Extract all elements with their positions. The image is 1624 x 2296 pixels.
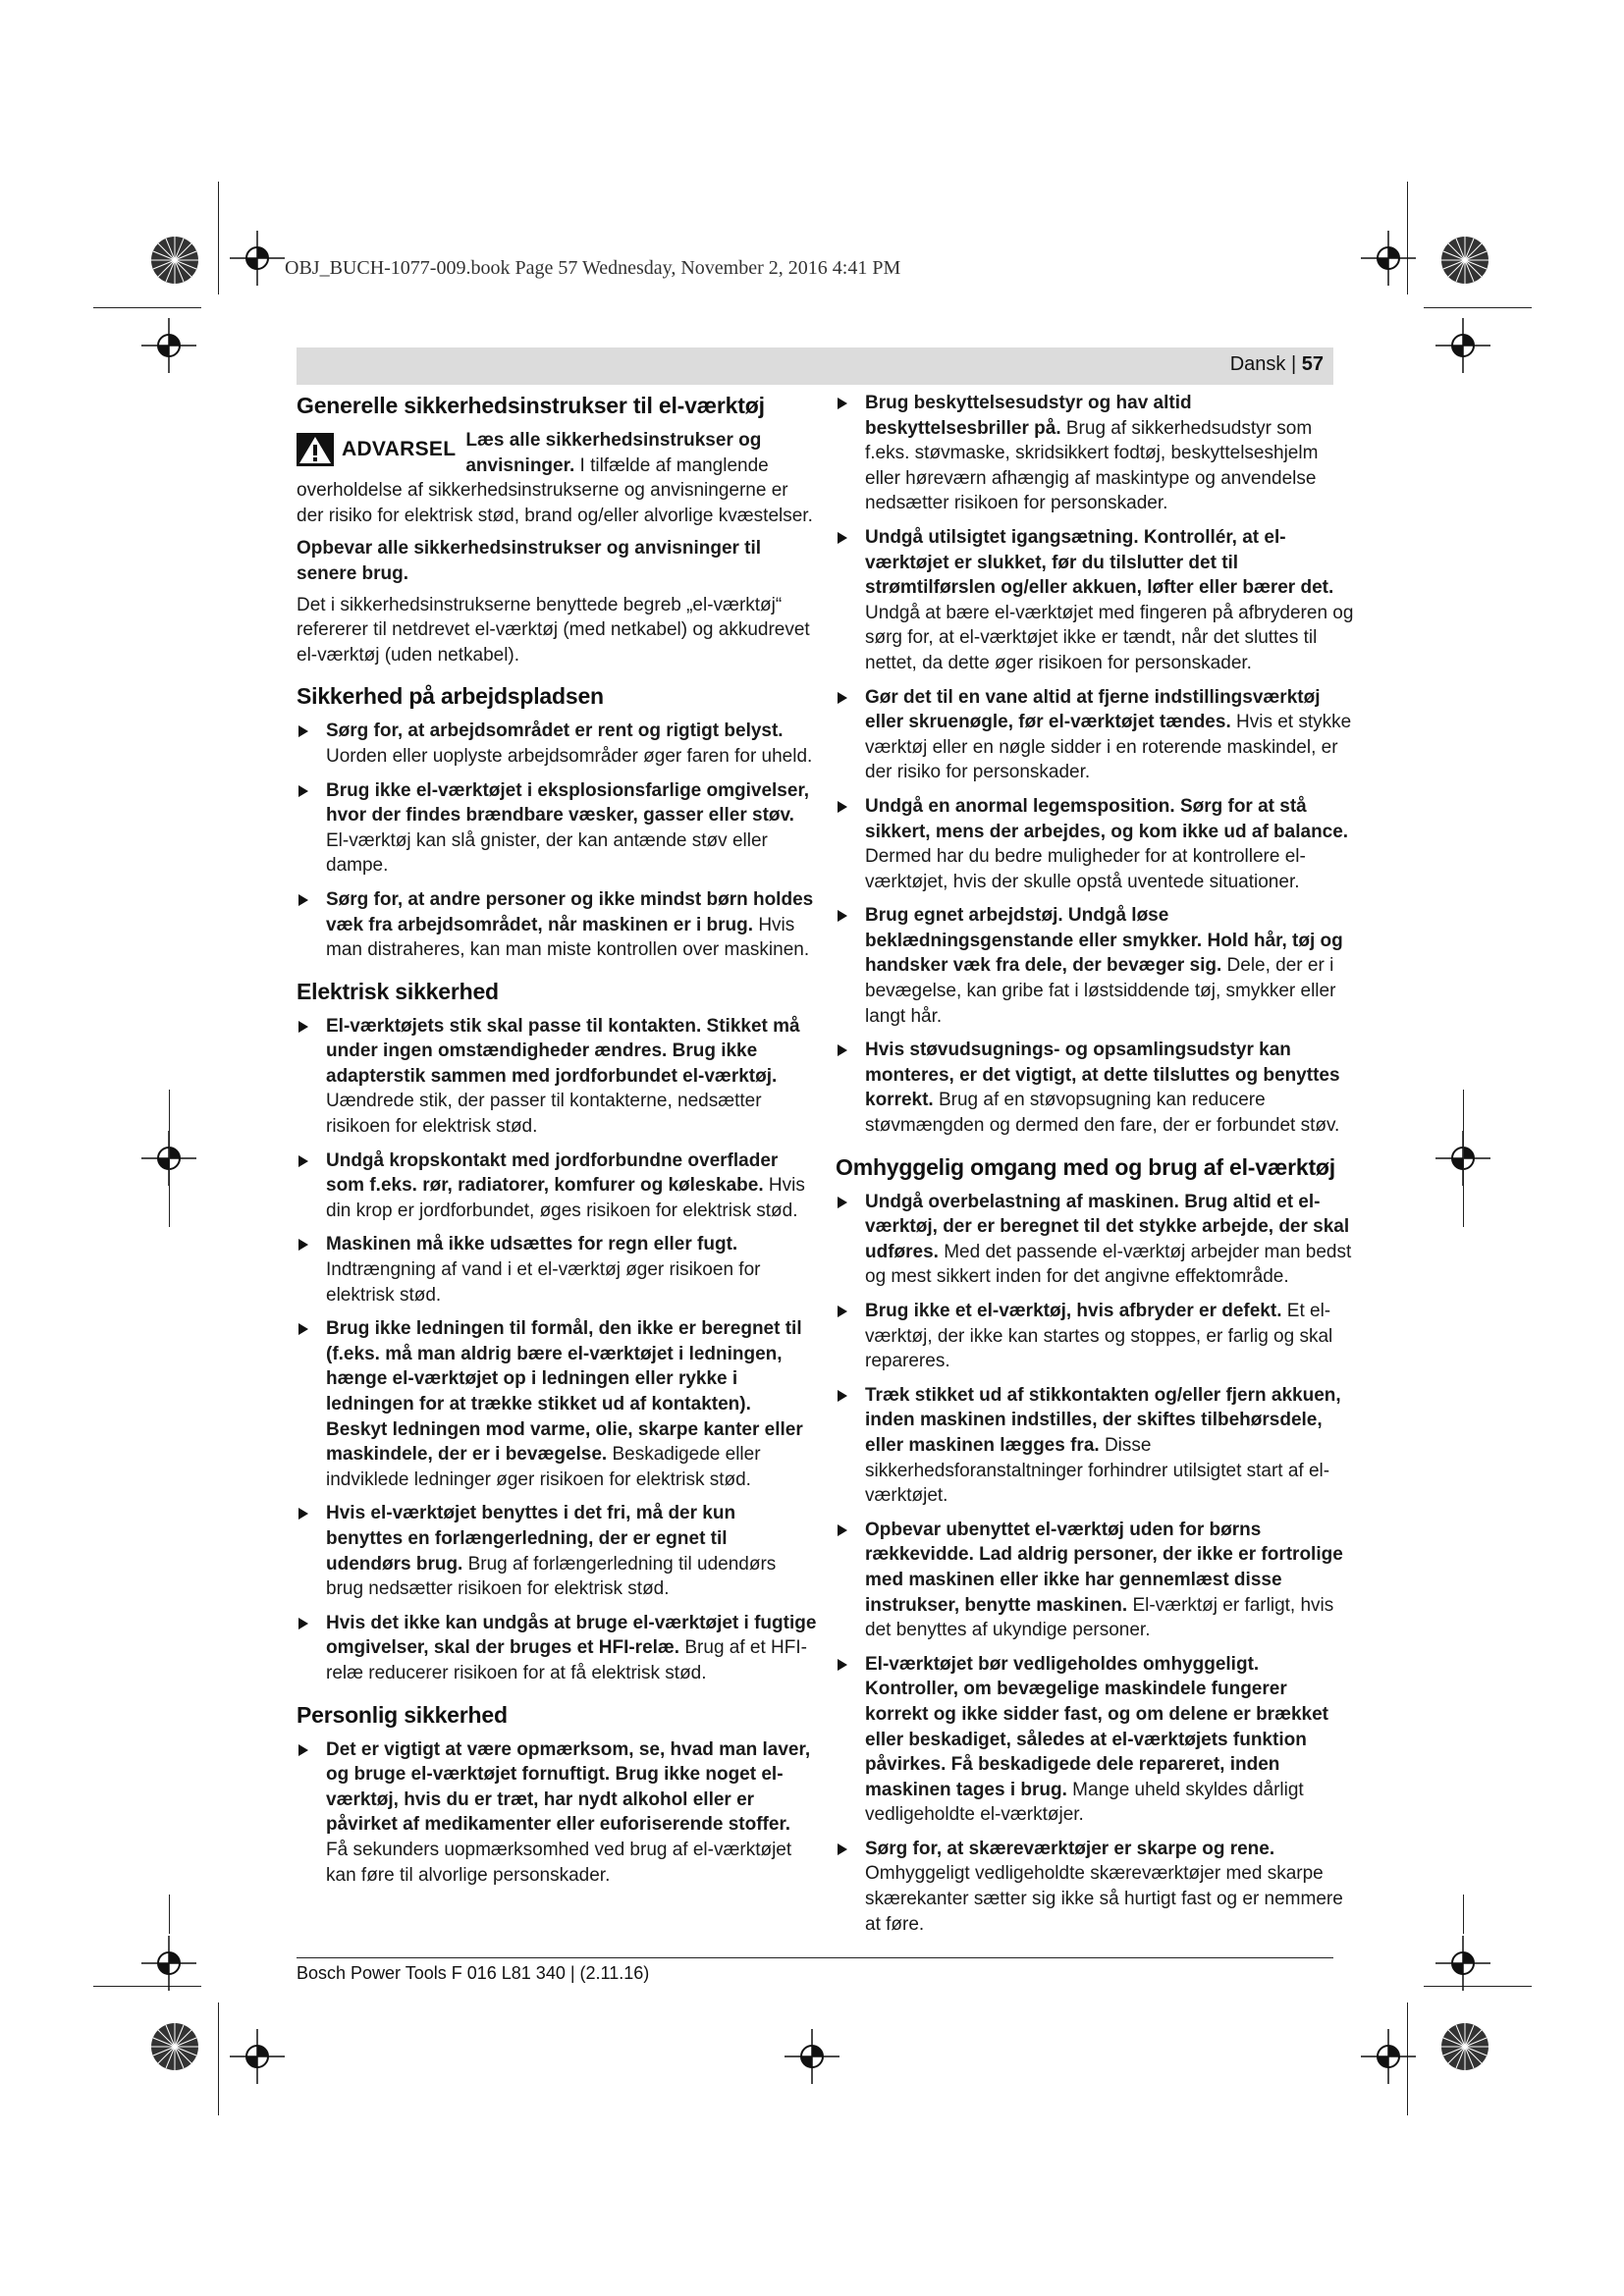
warning-triangle-icon: [297, 433, 334, 466]
item-bold: Gør det til en vane altid at fjerne indstillingsværktøj eller skruenøgle, før el-værktøjet tændes.: [865, 686, 1321, 733]
page-number: 57: [1301, 353, 1324, 375]
item-text: Omhyggeligt vedligeholdte skæreværktøjer med skarpe skærekanter sætter sig ikke så hurtigt fast og er nemmere at føre.: [865, 1863, 1343, 1935]
bullet-arrow-icon: [298, 1021, 308, 1033]
list-item: [297, 1737, 817, 1889]
item-bold: Brug ikke ledningen til formål, den ikke er beregnet til (f.eks. må man aldrig bære el-værktøjet i ledningen, hænge el-værktøjet op i ledningen eller rykke i ledningen for at trække stikket ud af kontakten). Beskyt ledningen mod varme, olie, skarpe kanter eller maskindele, der er i bevægelse.: [326, 1318, 803, 1466]
bullet-arrow-icon: [838, 1197, 847, 1208]
bullet-arrow-icon: [298, 785, 308, 797]
registration-crosshair-icon: [1435, 318, 1490, 373]
page-header: [297, 347, 1333, 385]
item-text: Mange uheld skyldes dårligt vedligeholdte el-værktøjer.: [865, 1779, 1304, 1826]
bullet-arrow-icon: [298, 1323, 308, 1335]
list-item: [297, 1501, 817, 1601]
trim-line: [1463, 1090, 1464, 1227]
trim-line: [169, 1090, 170, 1227]
trim-line: [218, 182, 219, 294]
page-footer: Bosch Power Tools F 016 L81 340 | (2.11.16): [297, 1963, 650, 1983]
item-text: Hvis din krop er jordforbundet, øges risikoen for elektrisk stød.: [326, 1175, 805, 1221]
list-item: [297, 778, 817, 879]
list-item: [836, 685, 1354, 785]
list-item: [836, 1038, 1354, 1138]
bullet-arrow-icon: [838, 1306, 847, 1317]
workplace-list: [297, 719, 817, 962]
item-text: Hvis et stykke værktøj eller en nøgle sidder i en roterende maskindel, er der risiko for personskader.: [865, 712, 1352, 783]
registration-crosshair-icon: [1435, 1936, 1490, 1991]
bullet-arrow-icon: [838, 1524, 847, 1536]
item-text: Uændrede stik, der passer til kontakterne, nedsætter risikoen for elektrisk stød.: [326, 1091, 762, 1138]
electrical-list: [297, 1014, 817, 1686]
bullet-arrow-icon: [298, 725, 308, 737]
bullet-arrow-icon: [298, 1744, 308, 1756]
list-item: [836, 391, 1354, 516]
footer-divider: [297, 1957, 1333, 1958]
item-text: Få sekunders uopmærksomhed ved brug af el-værktøjet kan føre til alvorlige personskader.: [326, 1839, 792, 1886]
item-bold: Sørg for, at arbejdsområdet er rent og rigtigt belyst.: [326, 721, 784, 742]
list-item: [297, 1232, 817, 1308]
item-text: Indtrængning af vand i et el-værktøj øger risikoen for elektrisk stød.: [326, 1259, 761, 1306]
print-rosette-icon: [149, 235, 200, 286]
bullet-arrow-icon: [838, 1044, 847, 1056]
item-text: Et el-værktøj, der ikke kan startes og stoppes, er farlig og skal repareres.: [865, 1301, 1333, 1372]
section-title-personal: Personlig sikkerhed: [297, 1701, 508, 1728]
item-bold: Undgå kropskontakt med jordforbundne overflader som f.eks. rør, radiatorer, komfurer og køleskabe.: [326, 1149, 779, 1197]
item-bold: Brug beskyttelsesudstyr og hav altid beskyttelsesbriller på.: [865, 393, 1192, 439]
bullet-arrow-icon: [298, 894, 308, 906]
trim-line: [1463, 1895, 1464, 1934]
item-bold: Hvis støvudsugnings- og opsamlingsudstyr kan monteres, er det vigtigt, at dette tilsluttes og benyttes korrekt.: [865, 1040, 1340, 1111]
bullet-arrow-icon: [838, 692, 847, 704]
item-bold: Træk stikket ud af stikkontakten og/eller fjern akkuen, inden maskinen indstilles, der skiftes tilbehørsdele, eller maskinen lægges fra.: [865, 1384, 1341, 1456]
item-bold: Sørg for, at skæreværktøjer er skarpe og rene.: [865, 1838, 1275, 1859]
bullet-arrow-icon: [838, 801, 847, 813]
item-text: Med det passende el-værktøj arbejder man bedst og mest sikkert inden for det angivne effektområde.: [865, 1241, 1352, 1288]
list-item: [836, 1190, 1354, 1290]
item-text: El-værktøj kan slå gnister, der kan antænde støv eller dampe.: [326, 829, 768, 877]
list-item: [297, 1148, 817, 1224]
registration-crosshair-icon: [141, 318, 196, 373]
print-slug-line: OBJ_BUCH-1077-009.book Page 57 Wednesday, November 2, 2016 4:41 PM: [285, 257, 901, 279]
item-text: Brug af en støvopsugning kan reducere støvmængden og dermed den fare, der er forbundet støv.: [865, 1090, 1340, 1137]
registration-crosshair-icon: [1361, 231, 1416, 286]
list-item: [836, 1652, 1354, 1828]
registration-crosshair-icon: [785, 2029, 839, 2084]
section-title-general: Generelle sikkerhedsinstrukser til el-værktøj: [297, 393, 765, 418]
warning-block: [297, 428, 817, 528]
item-text: Undgå at bære el-værktøjet med fingeren på afbryderen og sørg for, at el-værktøjet ikke er tændt, når det sluttes til nettet, da dette øger risikoen for personskader.: [865, 602, 1354, 673]
item-bold: Hvis det ikke kan undgås at bruge el-værktøjet i fugtige omgivelser, skal der bruges et HFI-relæ.: [326, 1612, 817, 1659]
trim-line: [169, 1895, 170, 1934]
item-text: Disse sikkerhedsforanstaltninger forhindrer utilsigtet start af el-værktøjet.: [865, 1434, 1330, 1507]
registration-crosshair-icon: [230, 2029, 285, 2084]
registration-crosshair-icon: [230, 231, 285, 286]
bullet-arrow-icon: [298, 1239, 308, 1251]
bullet-arrow-icon: [838, 532, 847, 544]
warning-label: ADVARSEL: [342, 438, 457, 461]
warning-badge: [297, 430, 456, 469]
item-text: Dele, der er i bevægelse, kan gribe fat i løstsiddende tøj, smykker eller langt hår.: [865, 955, 1336, 1027]
item-bold: Hvis el-værktøjet benyttes i det fri, må der kun benyttes en forlængerledning, der er egnet til udendørs brug.: [326, 1503, 736, 1575]
list-item: [297, 1611, 817, 1686]
bullet-arrow-icon: [298, 1508, 308, 1520]
list-item: [297, 887, 817, 963]
list-item: [836, 525, 1354, 676]
registration-crosshair-icon: [141, 1936, 196, 1991]
bullet-arrow-icon: [838, 398, 847, 409]
list-item: [836, 1518, 1354, 1643]
list-item: [836, 903, 1354, 1029]
warning-text: I tilfælde af manglende overholdelse af sikkerhedsinstrukserne og anvisningerne er der risiko for elektrisk stød, brand og/eller alvorlige kvæstelser.: [297, 454, 813, 526]
item-text: Uorden eller uoplyste arbejdsområder øger faren for uheld.: [326, 745, 813, 767]
personal-list-continued: [836, 391, 1354, 1139]
bullet-arrow-icon: [838, 910, 847, 922]
item-bold: Sørg for, at andre personer og ikke mindst børn holdes væk fra arbejdsområdet, når maskinen er i brug.: [326, 888, 814, 935]
section-title-careful-use: Omhyggelig omgang med og brug af el-værktøj: [836, 1153, 1335, 1180]
bullet-arrow-icon: [838, 1843, 847, 1855]
list-item: [836, 1837, 1354, 1937]
item-text: Hvis man distraheres, kan man miste kontrollen over maskinen.: [326, 914, 810, 961]
careful-use-list: [836, 1190, 1354, 1938]
header-language: Dansk: [1229, 353, 1286, 375]
section-title-electrical: Elektrisk sikkerhed: [297, 978, 499, 1004]
item-bold: Det er vigtigt at være opmærksom, se, hvad man laver, og bruge el-værktøjet fornuftigt. Brug ikke noget el-værktøj, hvis du er træt, har nydt alkohol eller er påvirket af medikamenter eller euforiserende stoffer.: [326, 1738, 811, 1836]
item-bold: El-værktøjet bør vedligeholdes omhyggeligt. Kontroller, om bevægelige maskindele fungerer korrekt og ikke sidder fast, og om delene er brækket eller beskadiget, således at el-værktøjets funktion påvirkes. Få beskadigede dele repareret, inden maskinen tages i brug.: [865, 1653, 1328, 1800]
left-column: [297, 391, 817, 1896]
warning-bold-text: Læs alle sikkerhedsinstrukser og anvisninger.: [465, 430, 762, 476]
list-item: [836, 1299, 1354, 1374]
item-text: Brug af et HFI-relæ reducerer risikoen for at få elektrisk stød.: [326, 1637, 807, 1683]
item-text: Beskadigede eller indviklede ledninger øger risikoen for elektrisk stød.: [326, 1444, 761, 1490]
item-bold: Maskinen må ikke udsættes for regn eller fugt.: [326, 1234, 738, 1255]
right-column: [836, 391, 1354, 1946]
item-text: Brug af sikkerhedsudstyr som f.eks. støvmaske, skridsikkert fodtøj, beskyttelseshjelm eller høreværn afhængig af maskintype og anvendelse nedsætter risikoen for personskader.: [865, 417, 1319, 514]
list-item: [836, 1383, 1354, 1509]
item-bold: Undgå en anormal legemsposition. Sørg for at stå sikkert, mens der arbejdes, og kom ikke ud af balance.: [865, 795, 1349, 842]
trim-line: [218, 2002, 219, 2115]
personal-list: [297, 1737, 817, 1889]
item-text: El-værktøj er farligt, hvis det benyttes af ukyndige personer.: [865, 1594, 1334, 1641]
bullet-arrow-icon: [298, 1618, 308, 1629]
item-bold: Opbevar ubenyttet el-værktøj uden for børns rækkevidde. Lad aldrig personer, der ikke er fortrolige med maskinen eller ikke har gennemlæst disse instrukser, benytte maskinen.: [865, 1519, 1343, 1616]
definition-text: Det i sikkerhedsinstrukserne benyttede begreb „el-værktøj“ refererer til netdrevet el-værktøj (med netkabel) og akkudrevet el-værktøj (uden netkabel).: [297, 594, 810, 666]
item-text: Brug af forlængerledning til udendørs brug nedsætter risikoen for elektrisk stød.: [326, 1553, 777, 1600]
trim-line: [93, 307, 201, 308]
section-title-workplace: Sikkerhed på arbejdspladsen: [297, 683, 604, 710]
keep-instructions-text: Opbevar alle sikkerhedsinstrukser og anvisninger til senere brug.: [297, 538, 762, 584]
item-text: Dermed har du bedre muligheder for at kontrollere el-værktøjet, hvis der skulle opstå uventede situationer.: [865, 846, 1306, 892]
item-bold: Undgå overbelastning af maskinen. Brug altid et el-værktøj, der er beregnet til det stykke arbejde, der skal udføres.: [865, 1191, 1350, 1262]
bullet-arrow-icon: [838, 1390, 847, 1402]
list-item: [836, 794, 1354, 894]
item-bold: Brug ikke et el-værktøj, hvis afbryder er defekt.: [865, 1301, 1282, 1321]
list-item: [297, 1014, 817, 1140]
bullet-arrow-icon: [298, 1155, 308, 1167]
print-rosette-icon: [1439, 235, 1490, 286]
trim-line: [1424, 307, 1532, 308]
header-language-page: Dansk | 57: [1229, 353, 1324, 375]
item-bold: Undgå utilsigtet igangsætning. Kontrollér, at el-værktøjet er slukket, før du tilslutter det til strømtilførslen og/eller akkuen, løfter eller bærer det.: [865, 526, 1334, 599]
print-rosette-icon: [1439, 2021, 1490, 2072]
list-item: [297, 1316, 817, 1492]
bullet-arrow-icon: [838, 1659, 847, 1671]
registration-crosshair-icon: [1361, 2029, 1416, 2084]
item-bold: Brug egnet arbejdstøj. Undgå løse beklædningsgenstande eller smykker. Hold hår, tøj og handsker væk fra dele, der bevæger sig.: [865, 905, 1343, 977]
item-bold: Brug ikke el-værktøjet i eksplosionsfarlige omgivelser, hvor der findes brændbare væsker, gasser eller støv.: [326, 779, 810, 827]
item-bold: El-værktøjets stik skal passe til kontakten. Stikket må under ingen omstændigheder ændres. Brug ikke adapterstik sammen med jordforbundet el-værktøj.: [326, 1015, 800, 1087]
list-item: [297, 719, 817, 769]
print-rosette-icon: [149, 2021, 200, 2072]
